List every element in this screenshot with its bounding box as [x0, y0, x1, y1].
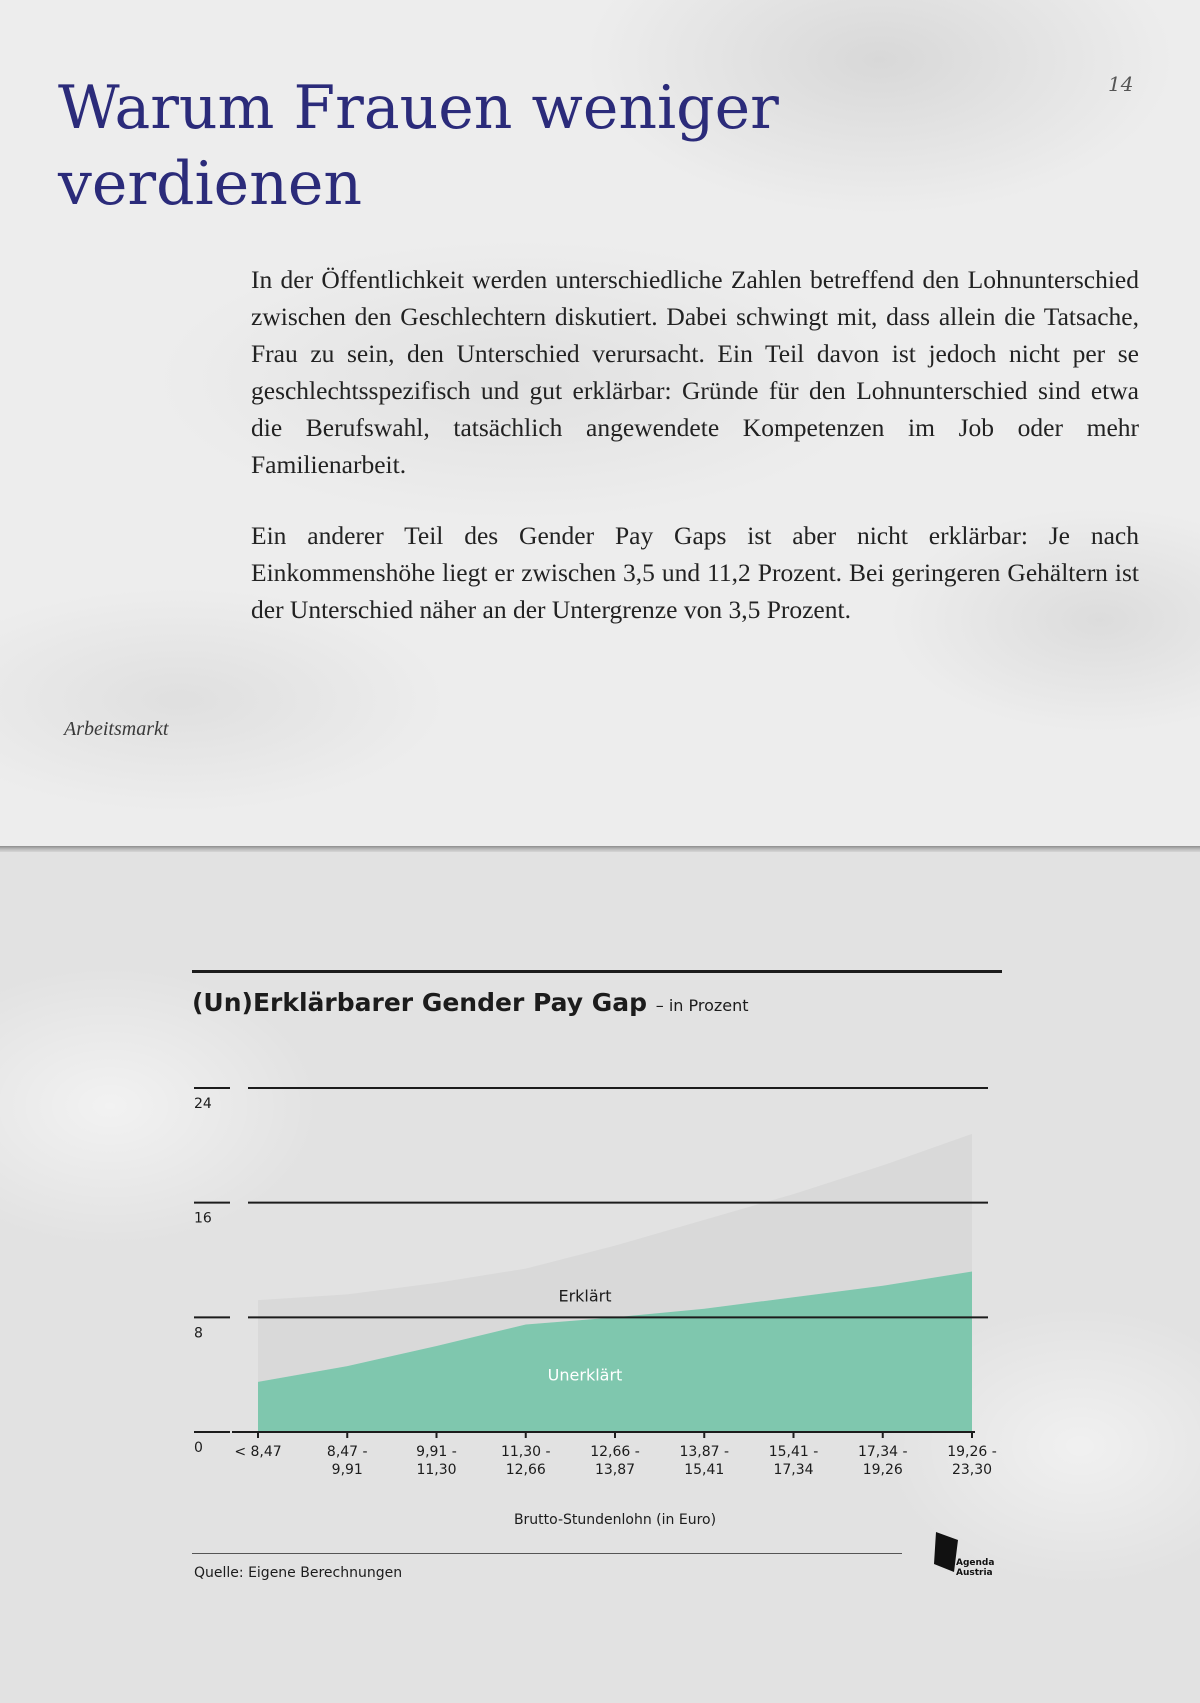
series-label-erklaert: Erklärt [558, 1286, 612, 1306]
page-title: Warum Frauen weniger verdienen [58, 73, 779, 219]
x-tick-label-3-1: 12,66 [505, 1462, 546, 1478]
y-tick-label-8: 8 [194, 1325, 203, 1342]
chart-title-text: (Un)Erklärbarer Gender Pay Gap [192, 988, 648, 1017]
x-tick-label-5-0: 13,87 - [679, 1444, 730, 1460]
y-tick-label-0: 0 [194, 1440, 203, 1456]
x-tick-label-6-0: 15,41 - [768, 1444, 819, 1460]
chart-subtitle: – in Prozent [655, 996, 749, 1015]
x-tick-label-2-1: 11,30 [416, 1462, 457, 1478]
x-tick-label-8-1: 23,30 [951, 1462, 993, 1478]
body-paragraph-2: Ein anderer Teil des Gender Pay Gaps ist aber nicht erklärbar: Je nach Einkommenshöhe liegt er zwischen 3,5 und 11,2 Prozent. Bei geringeren Gehältern ist der Unterschied näher an der Untergrenze von 3,5 Prozent. [251, 521, 1139, 624]
logo-text-line-2: Austria [956, 1568, 993, 1578]
x-tick-label-7-1: 19,26 [862, 1462, 903, 1478]
y-tick-label-16: 16 [194, 1210, 212, 1227]
x-tick-label-3-0: 11,30 - [500, 1444, 551, 1460]
x-tick-label-1-1: 9,91 [331, 1462, 363, 1478]
x-tick-label-0-0: < 8,47 [234, 1444, 282, 1460]
x-tick-label-7-0: 17,34 - [857, 1444, 908, 1460]
x-tick-label-4-1: 13,87 [594, 1462, 636, 1478]
x-tick-label-6-1: 17,34 [773, 1462, 814, 1478]
x-tick-label-8-0: 19,26 - [947, 1444, 997, 1460]
x-tick-label-5-1: 15,41 [684, 1462, 725, 1478]
chart-bottom-rule [192, 1553, 902, 1554]
chart-source: Quelle: Eigene Berechnungen [194, 1565, 403, 1581]
series-label-unerklaert: Unerklärt [547, 1365, 623, 1385]
logo-text [956, 1558, 994, 1578]
x-tick-label-2-0: 9,91 - [416, 1444, 457, 1460]
x-tick-label-1-0: 8,47 - [326, 1444, 368, 1460]
section-label: Arbeitsmarkt [64, 718, 169, 740]
x-tick-label-4-0: 12,66 - [590, 1444, 640, 1460]
agenda-austria-logo [932, 1530, 1012, 1582]
logo-text-line-1: Agenda [956, 1558, 995, 1568]
y-tick-label-24: 24 [194, 1096, 212, 1112]
body-paragraph-1: In der Öffentlichkeit werden unterschiedliche Zahlen betreffend den Lohnunterschied zwischen den Geschlechtern diskutiert. Dabei schwingt mit, dass allein die Tatsache, Frau zu sein, den Unterschied verursacht. Ein Teil davon ist jedoch nicht per se geschlechtsspezifisch und gut erklärbar: Gründe für den Lohnunterschied sind etwa die Berufswahl, tatsächlich angewendete Kompetenzen im Job oder mehr Familienarbeit. [251, 265, 1139, 479]
x-axis-label: Brutto-Stundenlohn (in Euro) [513, 1512, 717, 1528]
page-number: 14 [1108, 72, 1134, 96]
